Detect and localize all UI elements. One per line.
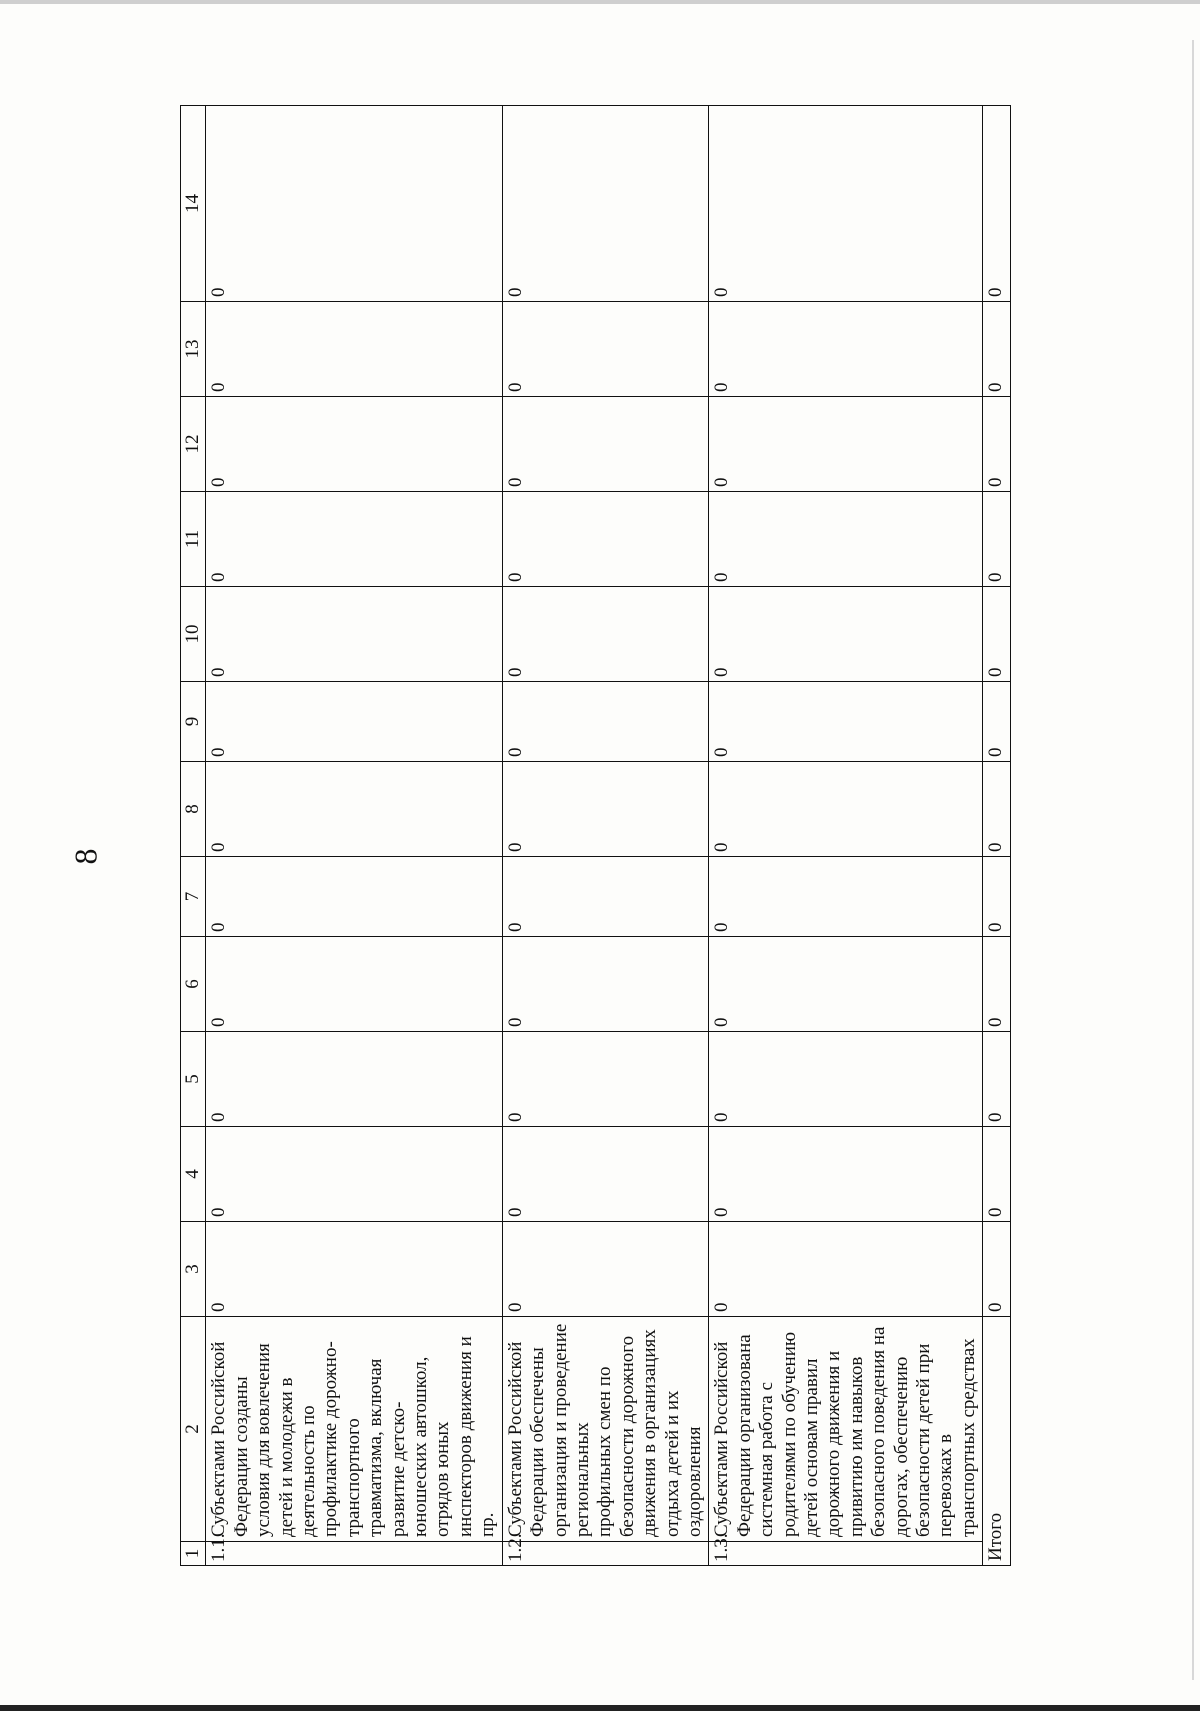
row-index: 1.1. xyxy=(206,1542,502,1566)
header-cell: 11 xyxy=(181,492,206,587)
header-cell: 4 xyxy=(181,1127,206,1222)
table-row xyxy=(709,106,983,1566)
total-label: Итого xyxy=(983,1317,1010,1566)
value-cell: 0 xyxy=(709,1032,983,1127)
value-cell: 0 xyxy=(502,106,709,302)
total-value-cell: 0 xyxy=(983,302,1010,397)
value-cell: 0 xyxy=(709,587,983,682)
value-cell: 0 xyxy=(206,857,502,937)
value-cell: 0 xyxy=(709,1222,983,1317)
value-cell: 0 xyxy=(709,682,983,762)
header-cell: 2 xyxy=(181,1317,206,1542)
value-cell: 0 xyxy=(206,397,502,492)
table-row xyxy=(502,106,709,1566)
header-cell: 10 xyxy=(181,587,206,682)
value-cell: 0 xyxy=(502,587,709,682)
value-cell: 0 xyxy=(206,682,502,762)
value-cell: 0 xyxy=(206,1127,502,1222)
value-cell: 0 xyxy=(502,1127,709,1222)
value-cell: 0 xyxy=(206,587,502,682)
value-cell: 0 xyxy=(502,302,709,397)
value-cell: 0 xyxy=(709,397,983,492)
total-value-cell: 0 xyxy=(983,587,1010,682)
scan-top-edge xyxy=(0,0,1200,4)
total-value-cell: 0 xyxy=(983,857,1010,937)
header-cell: 1 xyxy=(181,1542,206,1566)
total-value-cell: 0 xyxy=(983,937,1010,1032)
row-description: Субъектами Российской Федерации организована системная работа с родителями по обучению детей основам правил дорожного движения и привитию им навыков безопасного поведения на дорогах, обеспечению безопасности детей при перевозках в транспортных средствах xyxy=(709,1317,983,1542)
header-cell: 12 xyxy=(181,397,206,492)
total-value-cell: 0 xyxy=(983,106,1010,302)
value-cell: 0 xyxy=(502,762,709,857)
value-cell: 0 xyxy=(709,857,983,937)
rotated-table-container xyxy=(180,106,1007,1566)
value-cell: 0 xyxy=(502,397,709,492)
value-cell: 0 xyxy=(206,106,502,302)
value-cell: 0 xyxy=(206,937,502,1032)
value-cell: 0 xyxy=(206,1032,502,1127)
scan-bottom-edge xyxy=(0,1705,1200,1711)
results-table xyxy=(180,105,1011,1566)
row-description: Субъектами Российской Федерации созданы условия для вовлечения детей и молодежи в деятельность по профилактике дорожно-транспортного травматизма, включая развитие детско-юношеских автошкол, отрядов юных инспекторов движения и пр. xyxy=(206,1317,502,1542)
header-cell: 3 xyxy=(181,1222,206,1317)
total-value-cell: 0 xyxy=(983,682,1010,762)
header-cell: 13 xyxy=(181,302,206,397)
value-cell: 0 xyxy=(206,302,502,397)
header-cell: 9 xyxy=(181,682,206,762)
header-row xyxy=(181,106,206,1566)
table-row xyxy=(206,106,502,1566)
value-cell: 0 xyxy=(206,762,502,857)
header-cell: 7 xyxy=(181,857,206,937)
value-cell: 0 xyxy=(502,857,709,937)
header-cell: 6 xyxy=(181,937,206,1032)
value-cell: 0 xyxy=(206,1222,502,1317)
total-value-cell: 0 xyxy=(983,1032,1010,1127)
value-cell: 0 xyxy=(206,492,502,587)
page-number: 8 xyxy=(67,848,104,865)
value-cell: 0 xyxy=(709,106,983,302)
value-cell: 0 xyxy=(502,492,709,587)
row-index: 1.2. xyxy=(502,1542,709,1566)
row-index: 1.3. xyxy=(709,1542,983,1566)
value-cell: 0 xyxy=(709,492,983,587)
total-value-cell: 0 xyxy=(983,762,1010,857)
scan-right-edge xyxy=(1192,40,1194,1680)
header-cell: 5 xyxy=(181,1032,206,1127)
total-row xyxy=(983,106,1010,1566)
value-cell: 0 xyxy=(709,302,983,397)
header-cell: 8 xyxy=(181,762,206,857)
value-cell: 0 xyxy=(709,1127,983,1222)
value-cell: 0 xyxy=(502,682,709,762)
row-description: Субъектами Российской Федерации обеспечены организация и проведение региональных профильных смен по безопасности дорожного движения в организациях отдыха детей и их оздоровления xyxy=(502,1317,709,1542)
value-cell: 0 xyxy=(709,937,983,1032)
header-cell: 14 xyxy=(181,106,206,302)
value-cell: 0 xyxy=(502,1032,709,1127)
total-value-cell: 0 xyxy=(983,1127,1010,1222)
value-cell: 0 xyxy=(709,762,983,857)
total-value-cell: 0 xyxy=(983,1222,1010,1317)
total-value-cell: 0 xyxy=(983,397,1010,492)
total-value-cell: 0 xyxy=(983,492,1010,587)
value-cell: 0 xyxy=(502,937,709,1032)
value-cell: 0 xyxy=(502,1222,709,1317)
